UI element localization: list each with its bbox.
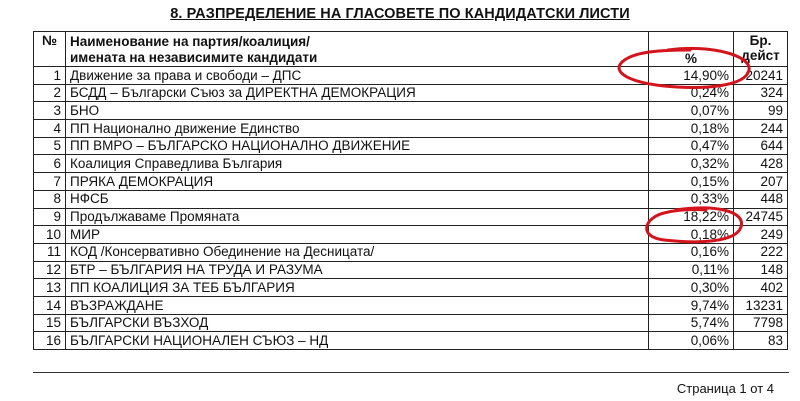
row-count: 244 <box>734 120 788 138</box>
row-number: 15 <box>34 314 66 332</box>
header-percent: % <box>649 32 734 67</box>
row-count: 99 <box>734 102 788 120</box>
row-number: 16 <box>34 332 66 350</box>
row-party-name: КОД /Консервативно Обединение на Десницата/ <box>66 243 649 261</box>
row-number: 5 <box>34 137 66 155</box>
row-count: 402 <box>734 279 788 297</box>
header-count-line1: Бр. <box>749 33 772 48</box>
row-percent: 0,33% <box>649 190 734 208</box>
row-count: 148 <box>734 261 788 279</box>
row-count: 448 <box>734 190 788 208</box>
row-percent: 0,24% <box>649 84 734 102</box>
row-percent: 0,16% <box>649 243 734 261</box>
row-party-name: БЪЛГАРСКИ ВЪЗХОД <box>66 314 649 332</box>
page-number: Страница 1 от 4 <box>676 381 774 396</box>
row-party-name: Коалиция Справедлива България <box>66 155 649 173</box>
row-number: 12 <box>34 261 66 279</box>
row-count: 83 <box>734 332 788 350</box>
row-percent: 18,22% <box>649 208 734 226</box>
row-percent: 0,32% <box>649 155 734 173</box>
row-count: 207 <box>734 173 788 191</box>
row-percent: 0,47% <box>649 137 734 155</box>
row-number: 10 <box>34 226 66 244</box>
row-party-name: БТР – БЪЛГАРИЯ НА ТРУДА И РАЗУМА <box>66 261 649 279</box>
row-percent: 0,07% <box>649 102 734 120</box>
row-number: 7 <box>34 173 66 191</box>
row-count: 644 <box>734 137 788 155</box>
red-circle-mark-row-9 <box>647 208 742 242</box>
row-percent: 0,11% <box>649 261 734 279</box>
row-percent: 14,90% <box>649 67 734 85</box>
header-count-line2: дейст <box>741 48 780 63</box>
row-party-name: ПП Национално движение Единство <box>66 120 649 138</box>
row-percent: 0,18% <box>649 120 734 138</box>
row-percent: 0,15% <box>649 173 734 191</box>
row-percent: 0,06% <box>649 332 734 350</box>
row-party-name: МИР <box>66 226 649 244</box>
row-count: 249 <box>734 226 788 244</box>
section-title: 8. РАЗПРЕДЕЛЕНИЕ НА ГЛАСОВЕТЕ ПО КАНДИДАТСКИ ЛИСТИ <box>170 6 630 22</box>
row-percent: 0,30% <box>649 279 734 297</box>
row-count: 7798 <box>734 314 788 332</box>
row-party-name: НФСБ <box>66 190 649 208</box>
row-party-name: БСДД – Български Съюз за ДИРЕКТНА ДЕМОКРАЦИЯ <box>66 84 649 102</box>
row-count: 20241 <box>734 67 788 85</box>
row-count: 324 <box>734 84 788 102</box>
header-name-line1: Наименование на партия/коалиция/ <box>70 34 310 49</box>
row-party-name: БНО <box>66 102 649 120</box>
row-number: 13 <box>34 279 66 297</box>
row-percent: 5,74% <box>649 314 734 332</box>
row-number: 6 <box>34 155 66 173</box>
row-party-name: ВЪЗРАЖДАНЕ <box>66 296 649 314</box>
row-party-name: ПП ВМРО – БЪЛГАРСКО НАЦИОНАЛНО ДВИЖЕНИЕ <box>66 137 649 155</box>
header-no: № <box>34 32 66 67</box>
row-number: 4 <box>34 120 66 138</box>
row-party-name: Движение за права и свободи – ДПС <box>66 67 649 85</box>
row-count: 222 <box>734 243 788 261</box>
header-name-line2: имената на независимите кандидати <box>70 50 318 65</box>
row-party-name: Продължаваме Промяната <box>66 208 649 226</box>
row-party-name: ПРЯКА ДЕМОКРАЦИЯ <box>66 173 649 191</box>
row-percent: 9,74% <box>649 296 734 314</box>
row-party-name: БЪЛГАРСКИ НАЦИОНАЛЕН СЪЮЗ – НД <box>66 332 649 350</box>
red-circle-mark-percent-header <box>619 48 749 87</box>
row-number: 14 <box>34 296 66 314</box>
row-number: 11 <box>34 243 66 261</box>
row-party-name: ПП КОАЛИЦИЯ ЗА ТЕБ БЪЛГАРИЯ <box>66 279 649 297</box>
row-number: 2 <box>34 84 66 102</box>
row-percent: 0,18% <box>649 226 734 244</box>
row-number: 8 <box>34 190 66 208</box>
row-number: 9 <box>34 208 66 226</box>
row-count: 13231 <box>734 296 788 314</box>
row-number: 3 <box>34 102 66 120</box>
row-number: 1 <box>34 67 66 85</box>
row-count: 24745 <box>734 208 788 226</box>
row-count: 428 <box>734 155 788 173</box>
